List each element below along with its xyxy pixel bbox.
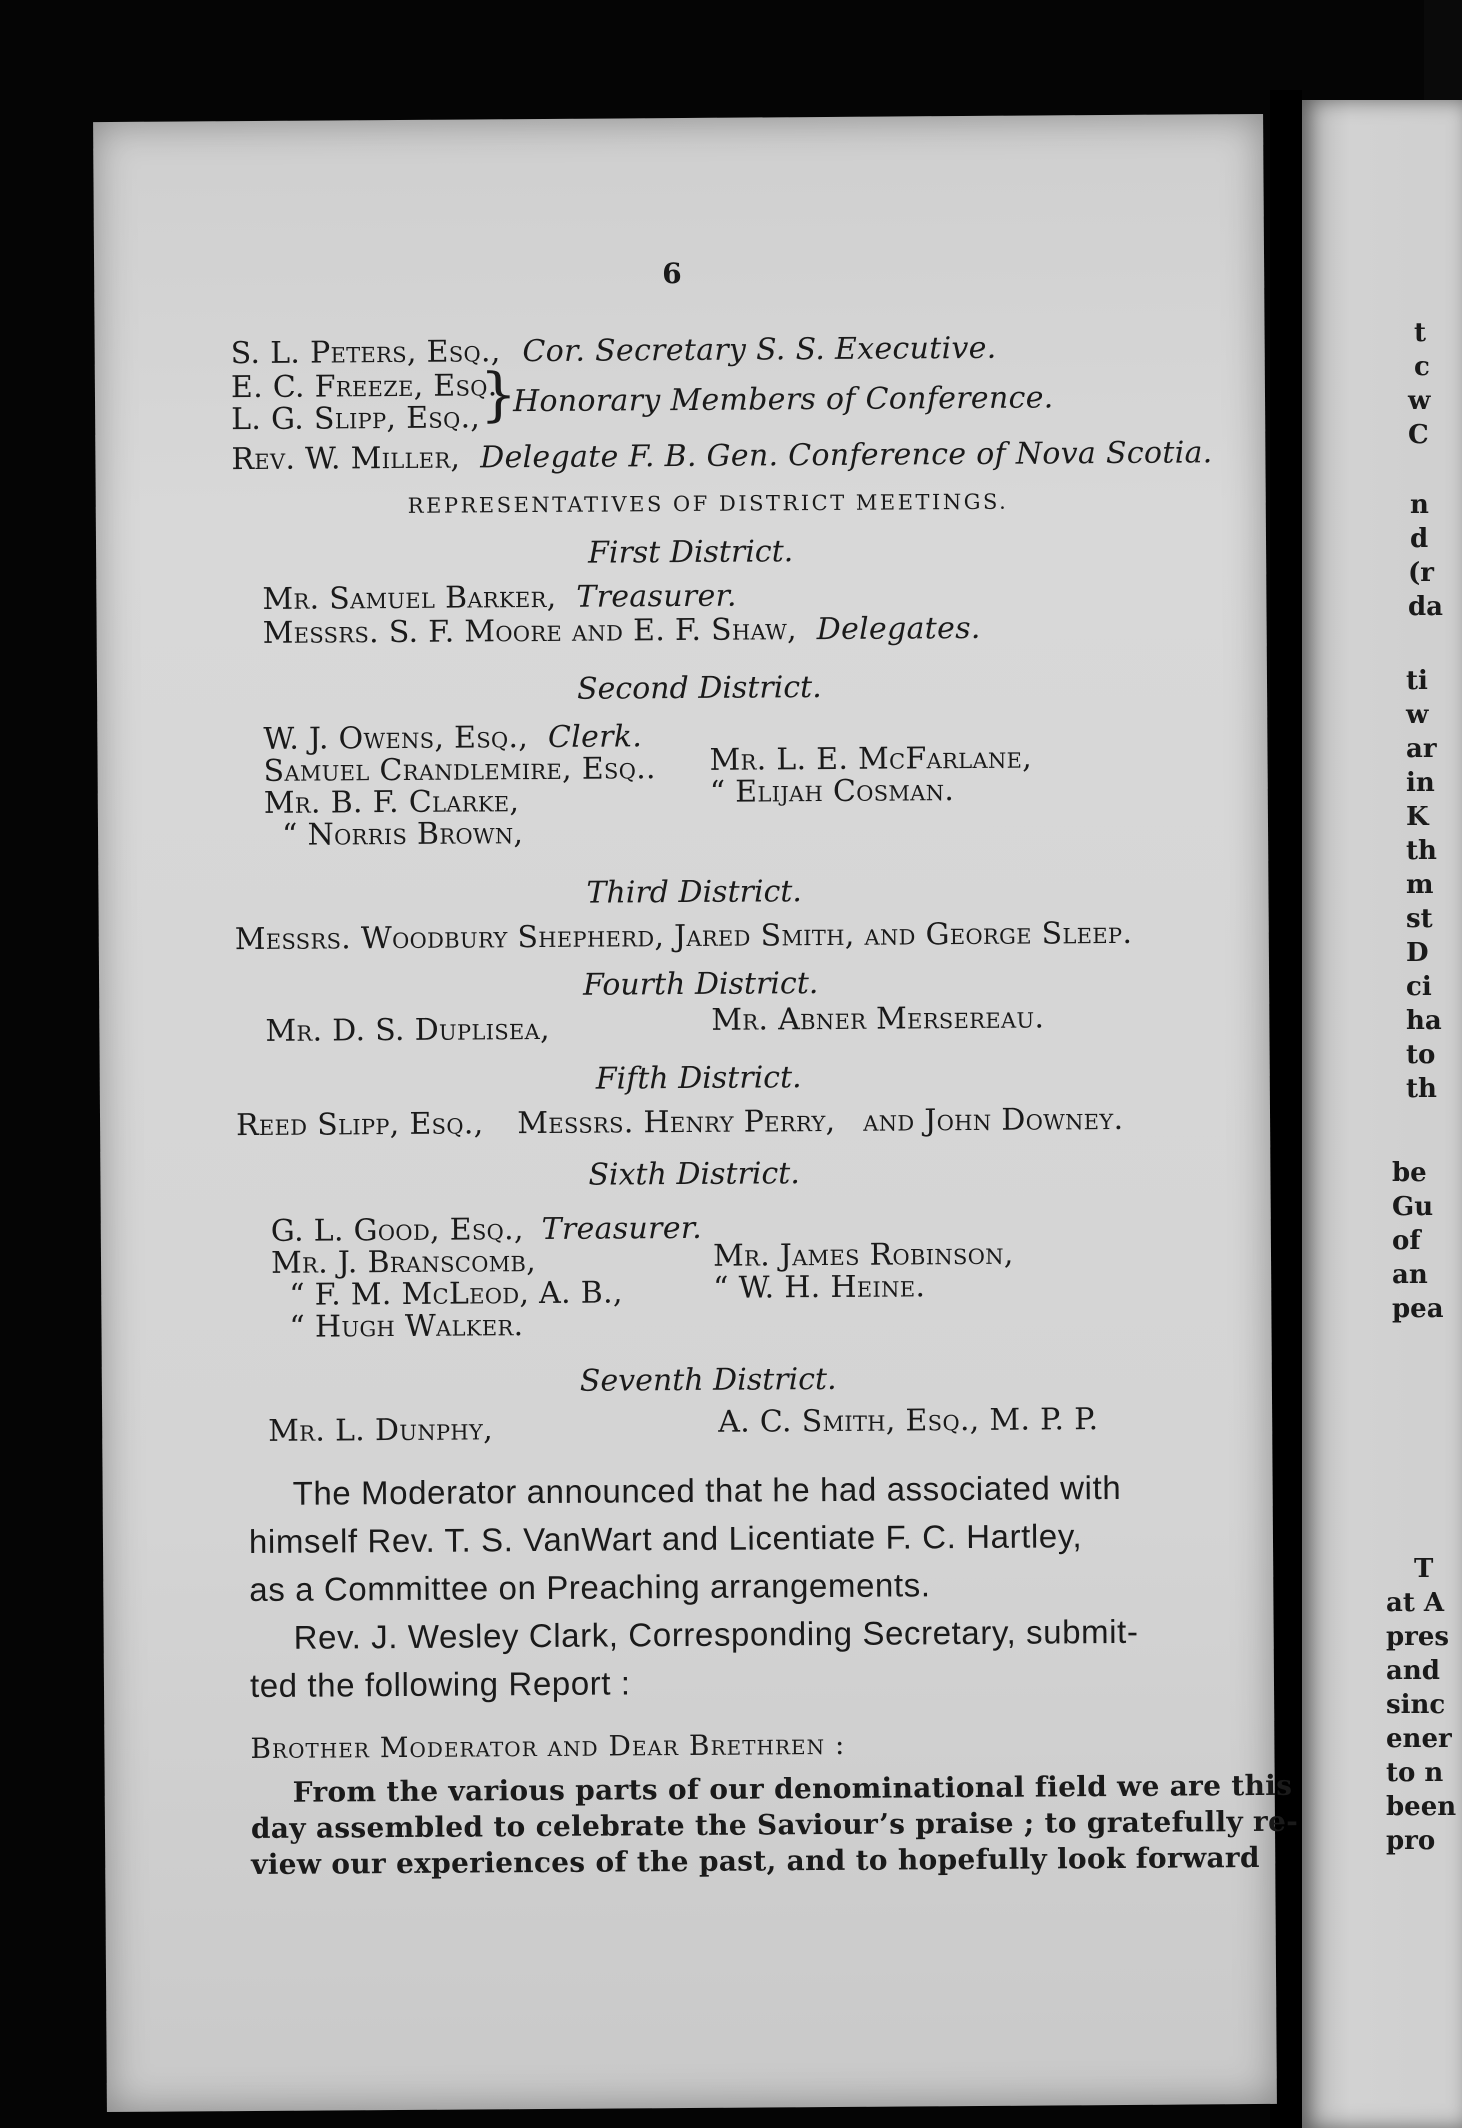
facing-fragment: been (1386, 1792, 1457, 1822)
member-name: “ Norris Brown, (281, 816, 524, 853)
body-line: The Moderator announced that he had associated with (292, 1468, 1122, 1512)
district-line (262, 610, 981, 651)
district-line (262, 578, 737, 617)
facing-fragment: th (1406, 836, 1437, 866)
facing-fragment: and (1386, 1656, 1440, 1686)
member-name: “ F. M. McLeod, A. B., (289, 1275, 623, 1313)
facing-fragment: C (1408, 420, 1429, 450)
facing-fragment: ti (1406, 666, 1428, 696)
facing-fragment: w (1406, 700, 1429, 730)
facing-fragment: n (1410, 490, 1429, 520)
brace: } (479, 360, 518, 429)
facing-fragment: t (1414, 318, 1427, 348)
member-name: Mr. L. E. McFarlane, (709, 740, 1033, 778)
district-title: Fourth District. (582, 966, 819, 1003)
facing-fragment: pea (1392, 1294, 1444, 1324)
facing-fragment: st (1406, 904, 1433, 934)
facing-fragment: D (1406, 938, 1429, 968)
member-name: G. L. Good, Esq., (270, 1212, 524, 1249)
facing-fragment: d (1410, 524, 1429, 554)
district-title: First District. (587, 534, 794, 571)
facing-page (1302, 100, 1462, 2128)
facing-fragment: (r (1408, 558, 1434, 588)
member-name: and John Downey. (863, 1101, 1124, 1139)
district-line (235, 1101, 1124, 1144)
body-line: himself Rev. T. S. VanWart and Licentiate F. C. Hartley, (248, 1517, 1083, 1561)
facing-fragment: pres (1386, 1622, 1450, 1652)
facing-fragment: pro (1386, 1826, 1436, 1856)
officer-role: Honorary Members of Conference. (512, 380, 1054, 420)
member-name: Messrs. Woodbury Shepherd, Jared Smith, and George Sleep. (234, 915, 1133, 958)
member-role: Treasurer. (576, 578, 737, 615)
facing-fragment: K (1406, 802, 1429, 832)
member-name: Mr. Samuel Barker, (262, 579, 557, 617)
facing-fragment: an (1392, 1260, 1428, 1290)
member-role: Clerk. (547, 719, 643, 755)
member-name: Mr. James Robinson, (712, 1236, 1014, 1274)
report-salutation: Brother Moderator and Dear Brethren : (250, 1727, 846, 1766)
facing-fragment: m (1406, 870, 1434, 900)
report-line: view our experiences of the past, and to hopefully look forward (251, 1841, 1260, 1882)
member-name: Samuel Crandlemire, Esq.. (263, 751, 656, 789)
body-line: ted the following Report : (249, 1664, 631, 1705)
member-name: “ Elijah Cosman. (709, 773, 955, 810)
facing-fragment: th (1406, 1074, 1437, 1104)
member-name: “ W. H. Heine. (713, 1269, 926, 1306)
facing-fragment: ener (1386, 1724, 1452, 1754)
member-name: Mr. Abner Mersereau. (711, 1000, 1045, 1038)
facing-fragment: sinc (1386, 1690, 1446, 1720)
report-line: From the various parts of our denominational field we are this (292, 1768, 1293, 1809)
officer-name: E. C. Freeze, Esq. (230, 368, 498, 406)
facing-fragment: be (1392, 1158, 1427, 1188)
officer-name: Rev. W. Miller, (231, 440, 461, 478)
member-name: A. C. Smith, Esq., M. P. P. (718, 1402, 1099, 1440)
facing-fragment: w (1408, 386, 1431, 416)
report-line: day assembled to celebrate the Saviour’s praise ; to gratefully re- (250, 1804, 1299, 1846)
district-title: Sixth District. (588, 1156, 800, 1193)
facing-fragment: at A (1386, 1588, 1445, 1618)
officer-line (230, 330, 997, 372)
member-name: Messrs. Henry Perry, (517, 1103, 836, 1142)
facing-fragment: to n (1386, 1758, 1444, 1788)
facing-fragment: da (1408, 592, 1444, 622)
facing-fragment: Gu (1392, 1192, 1434, 1222)
officer-line (231, 435, 1213, 478)
member-role: Delegates. (816, 610, 981, 648)
district-line (263, 719, 643, 757)
facing-fragment: ci (1406, 972, 1432, 1002)
facing-fragment: ar (1406, 734, 1437, 764)
member-name: Mr. B. F. Clarke, (263, 784, 520, 821)
facing-fragment: c (1414, 352, 1430, 382)
district-title: Seventh District. (579, 1361, 837, 1399)
body-line: as a Committee on Preaching arrangements. (249, 1566, 931, 1609)
member-name: Mr. D. S. Duplisea, (265, 1011, 550, 1049)
member-name: W. J. Owens, Esq., (263, 720, 529, 757)
officer-role: Delegate F. B. Gen. Conference of Nova Scotia. (480, 435, 1213, 476)
district-line (270, 1210, 703, 1249)
district-title: Fifth District. (595, 1060, 802, 1097)
district-title: Third District. (586, 874, 803, 911)
book-page (93, 114, 1299, 2112)
member-name: Reed Slipp, Esq., (235, 1106, 484, 1144)
section-heading: REPRESENTATIVES OF DISTRICT MEETINGS. (407, 489, 1009, 518)
district-title: Second District. (576, 670, 822, 707)
officer-role: Cor. Secretary S. S. Executive. (522, 330, 997, 370)
body-line: Rev. J. Wesley Clark, Corresponding Secretary, submit- (293, 1612, 1139, 1656)
facing-fragment: in (1406, 768, 1435, 798)
member-name: Mr. J. Branscomb, (270, 1244, 537, 1281)
member-name: Mr. L. Dunphy, (268, 1412, 494, 1449)
member-name: Messrs. S. F. Moore and E. F. Shaw, (262, 612, 797, 651)
facing-fragment: of (1392, 1226, 1421, 1256)
page-number: 6 (662, 257, 683, 291)
member-name: “ Hugh Walker. (289, 1308, 524, 1345)
facing-fragment: ha (1406, 1006, 1442, 1036)
member-role: Treasurer. (541, 1210, 703, 1248)
officer-name: S. L. Peters, Esq., (230, 334, 501, 372)
officer-name: L. G. Slipp, Esq., (231, 400, 481, 438)
facing-fragment: T (1414, 1554, 1434, 1584)
facing-fragment: to (1406, 1040, 1436, 1070)
